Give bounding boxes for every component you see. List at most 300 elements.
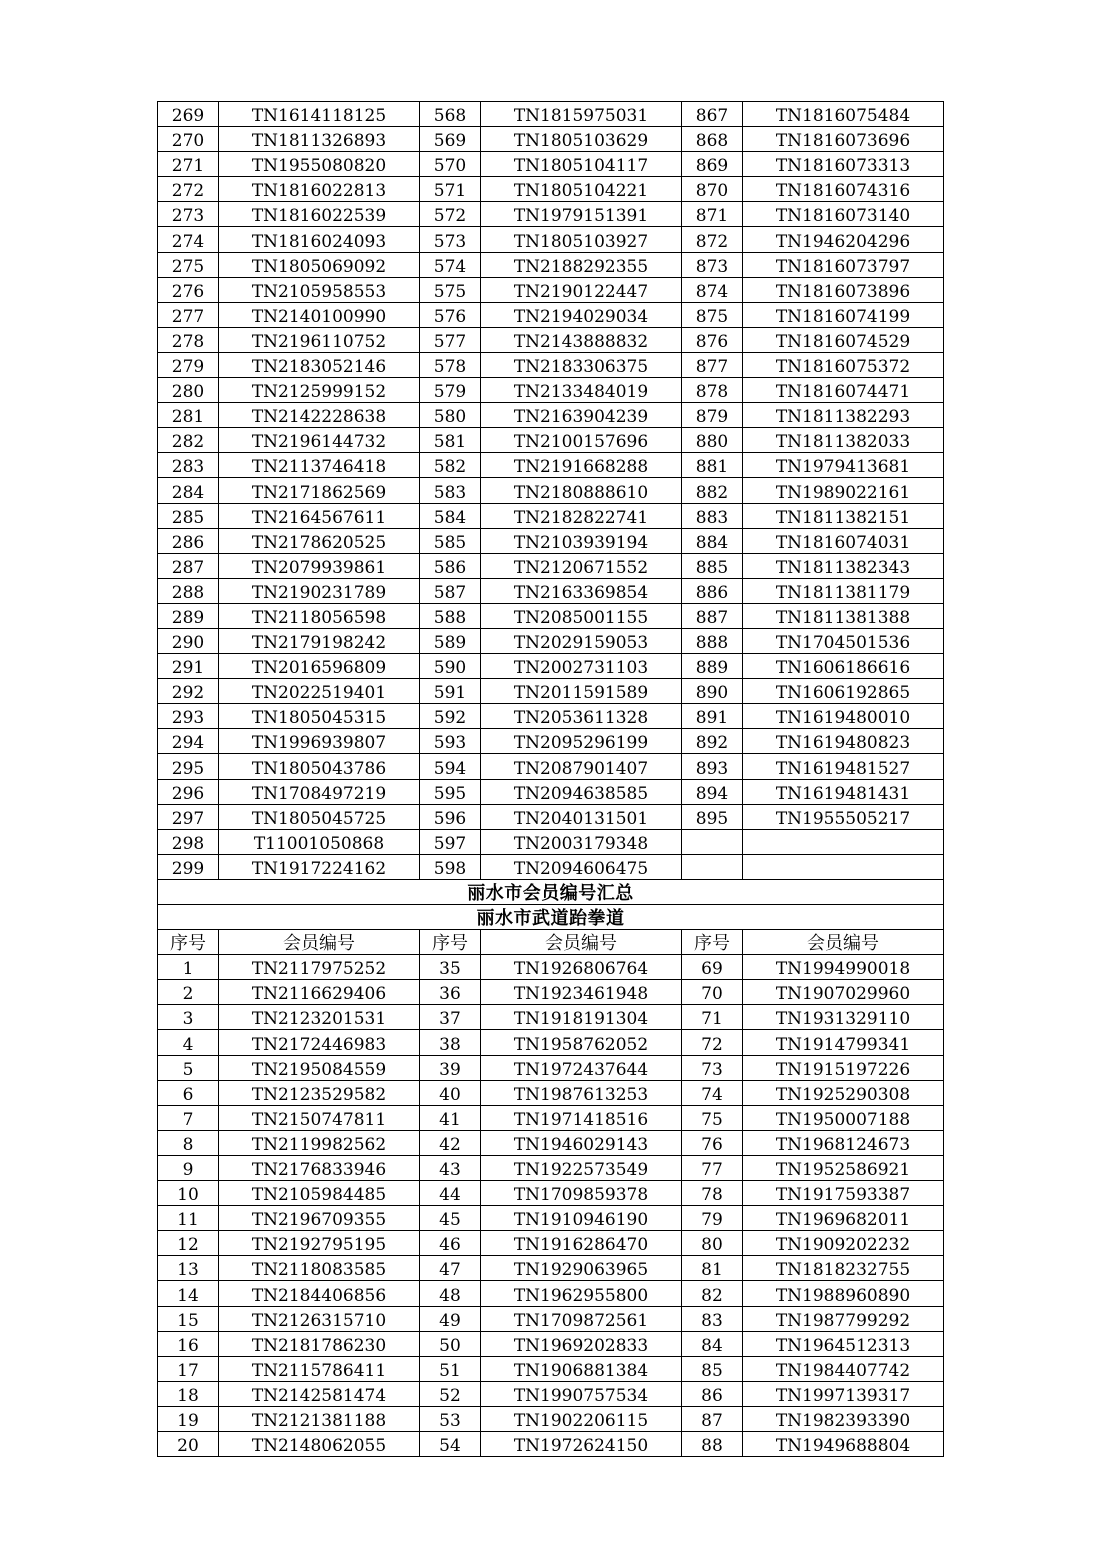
- member-number-cell: TN1816073797: [743, 252, 944, 277]
- row-index-cell: 596: [420, 804, 481, 829]
- row-index-cell: 77: [682, 1155, 743, 1180]
- member-number-cell: TN1955080820: [219, 152, 420, 177]
- row-index-cell: 881: [682, 453, 743, 478]
- member-number-cell: TN1805045315: [219, 704, 420, 729]
- row-index-cell: 883: [682, 503, 743, 528]
- row-index-cell: 88: [682, 1431, 743, 1456]
- row-index-cell: 876: [682, 327, 743, 352]
- member-number-cell: TN2181786230: [219, 1331, 420, 1356]
- member-number-cell: TN1972624150: [481, 1431, 682, 1456]
- table-row: [158, 1406, 944, 1431]
- column-header-row: [158, 930, 944, 955]
- row-index-cell: 86: [682, 1381, 743, 1406]
- table-row: [158, 1005, 944, 1030]
- row-index-cell: 568: [420, 102, 481, 127]
- row-index-cell: 585: [420, 528, 481, 553]
- member-number-cell: TN1917593387: [743, 1181, 944, 1206]
- member-number-cell: TN1984407742: [743, 1356, 944, 1381]
- member-number-cell: TN1805103927: [481, 227, 682, 252]
- row-index-cell: 44: [420, 1181, 481, 1206]
- member-number-cell: TN2117975252: [219, 955, 420, 980]
- row-index-cell: 285: [158, 503, 219, 528]
- continued-member-rows: [158, 102, 944, 880]
- member-number-cell: TN1914799341: [743, 1030, 944, 1055]
- table-row: [158, 1381, 944, 1406]
- table-row: [158, 1281, 944, 1306]
- club-title-row: [158, 905, 944, 930]
- table-row: [158, 704, 944, 729]
- member-number-cell: TN2011591589: [481, 679, 682, 704]
- row-index-cell: 284: [158, 478, 219, 503]
- member-number-cell: TN1816074316: [743, 177, 944, 202]
- table-row: [158, 578, 944, 603]
- table-row: [158, 779, 944, 804]
- member-number-cell: TN1811382151: [743, 503, 944, 528]
- row-index-cell: 593: [420, 729, 481, 754]
- table-row: [158, 553, 944, 578]
- row-index-cell: 278: [158, 327, 219, 352]
- member-number-cell: TN2196110752: [219, 327, 420, 352]
- row-index-cell: 53: [420, 1406, 481, 1431]
- section-title: 丽水市会员编号汇总: [158, 879, 944, 904]
- row-index-cell: 18: [158, 1381, 219, 1406]
- row-index-cell: 85: [682, 1356, 743, 1381]
- member-number-cell: TN1926806764: [481, 955, 682, 980]
- row-index-cell: 269: [158, 102, 219, 127]
- member-number-cell: TN1923461948: [481, 980, 682, 1005]
- row-index-cell: 875: [682, 302, 743, 327]
- member-number-cell: TN1816075372: [743, 352, 944, 377]
- row-index-cell: 70: [682, 980, 743, 1005]
- member-number-cell: TN1805104117: [481, 152, 682, 177]
- member-number-cell: TN1989022161: [743, 478, 944, 503]
- row-index-cell: 39: [420, 1055, 481, 1080]
- row-index-cell: 272: [158, 177, 219, 202]
- row-index-cell: 48: [420, 1281, 481, 1306]
- row-index-cell: 591: [420, 679, 481, 704]
- member-number-cell: TN2148062055: [219, 1431, 420, 1456]
- member-number-cell: TN1816075484: [743, 102, 944, 127]
- table-row: [158, 1206, 944, 1231]
- row-index-cell: 50: [420, 1331, 481, 1356]
- table-row: [158, 1130, 944, 1155]
- row-index-cell: 588: [420, 603, 481, 628]
- member-number-cell: TN2150747811: [219, 1105, 420, 1130]
- row-index-cell: 872: [682, 227, 743, 252]
- member-number-cell: TN1968124673: [743, 1130, 944, 1155]
- table-row: [158, 1231, 944, 1256]
- row-index-cell: 19: [158, 1406, 219, 1431]
- row-index-cell: 575: [420, 277, 481, 302]
- row-index-cell: 46: [420, 1231, 481, 1256]
- row-index-cell: 74: [682, 1080, 743, 1105]
- row-index-cell: 275: [158, 252, 219, 277]
- table-row: [158, 152, 944, 177]
- member-number-cell: TN1815975031: [481, 102, 682, 127]
- member-number-cell: TN2143888832: [481, 327, 682, 352]
- member-number-cell: TN2126315710: [219, 1306, 420, 1331]
- row-index-cell: 276: [158, 277, 219, 302]
- member-number-cell: TN1931329110: [743, 1005, 944, 1030]
- row-index-cell: 82: [682, 1281, 743, 1306]
- row-index-cell: 280: [158, 378, 219, 403]
- row-index-cell: 11: [158, 1206, 219, 1231]
- member-number-cell: TN2016596809: [219, 654, 420, 679]
- row-index-cell: 879: [682, 403, 743, 428]
- table-row: [158, 754, 944, 779]
- row-index-cell: 569: [420, 127, 481, 152]
- row-index-cell: 4: [158, 1030, 219, 1055]
- member-number-cell: TN2100157696: [481, 428, 682, 453]
- member-number-cell: TN1925290308: [743, 1080, 944, 1105]
- member-number-cell: TN1816074031: [743, 528, 944, 553]
- member-number-cell: TN2095296199: [481, 729, 682, 754]
- member-number-cell: TN1818232755: [743, 1256, 944, 1281]
- row-index-cell: 7: [158, 1105, 219, 1130]
- row-index-cell: 893: [682, 754, 743, 779]
- member-number-cell: TN2040131501: [481, 804, 682, 829]
- row-index-cell: 572: [420, 202, 481, 227]
- member-number-cell: TN2079939861: [219, 553, 420, 578]
- table-row: [158, 1331, 944, 1356]
- row-index-cell: 289: [158, 603, 219, 628]
- member-number-table: [157, 101, 944, 1457]
- row-index-cell: 49: [420, 1306, 481, 1331]
- table-row: [158, 1155, 944, 1180]
- member-number-cell: TN1962955800: [481, 1281, 682, 1306]
- member-number-cell: TN1972437644: [481, 1055, 682, 1080]
- row-index-cell: 271: [158, 152, 219, 177]
- member-number-cell: TN1816074471: [743, 378, 944, 403]
- member-number-cell: TN2190122447: [481, 277, 682, 302]
- member-number-cell: TN1816073313: [743, 152, 944, 177]
- table-row: [158, 804, 944, 829]
- table-row: [158, 980, 944, 1005]
- member-number-cell: TN1709872561: [481, 1306, 682, 1331]
- member-number-cell: TN1955505217: [743, 804, 944, 829]
- section-title-row: [158, 879, 944, 904]
- member-number-cell: TN2180888610: [481, 478, 682, 503]
- table-row: [158, 352, 944, 377]
- member-number-cell: TN2183052146: [219, 352, 420, 377]
- member-number-cell: TN2085001155: [481, 603, 682, 628]
- member-number-cell: TN2105984485: [219, 1181, 420, 1206]
- table-row: [158, 654, 944, 679]
- row-index-cell: 40: [420, 1080, 481, 1105]
- member-number-cell: TN1996939807: [219, 729, 420, 754]
- row-index-cell: 573: [420, 227, 481, 252]
- member-number-cell: TN2183306375: [481, 352, 682, 377]
- row-index-cell: 889: [682, 654, 743, 679]
- row-index-cell: 75: [682, 1105, 743, 1130]
- row-index-cell: 47: [420, 1256, 481, 1281]
- row-index-cell: 895: [682, 804, 743, 829]
- member-number-cell: TN1708497219: [219, 779, 420, 804]
- row-index-cell: 80: [682, 1231, 743, 1256]
- row-index-cell: 71: [682, 1005, 743, 1030]
- row-index-cell: 297: [158, 804, 219, 829]
- row-index-cell: 2: [158, 980, 219, 1005]
- row-index-cell: 891: [682, 704, 743, 729]
- table-row: [158, 302, 944, 327]
- member-number-cell: TN1915197226: [743, 1055, 944, 1080]
- member-number-cell: TN1805045725: [219, 804, 420, 829]
- member-number-cell: TN2120671552: [481, 553, 682, 578]
- member-number-cell: TN2002731103: [481, 654, 682, 679]
- row-index-cell: 1: [158, 955, 219, 980]
- member-number-cell: TN1917224162: [219, 854, 420, 879]
- member-number-cell: TN2105958553: [219, 277, 420, 302]
- member-number-cell: TN2176833946: [219, 1155, 420, 1180]
- row-index-cell: 597: [420, 829, 481, 854]
- row-index-cell: 571: [420, 177, 481, 202]
- member-number-cell: TN1606192865: [743, 679, 944, 704]
- row-index-cell: 73: [682, 1055, 743, 1080]
- row-index-cell: 583: [420, 478, 481, 503]
- member-number-cell: TN1805104221: [481, 177, 682, 202]
- table-row: [158, 202, 944, 227]
- table-row: [158, 327, 944, 352]
- member-number-cell: TN2115786411: [219, 1356, 420, 1381]
- table-row: [158, 252, 944, 277]
- row-index-cell: 867: [682, 102, 743, 127]
- row-index-cell: 574: [420, 252, 481, 277]
- member-number-cell: TN1619480823: [743, 729, 944, 754]
- table-row: [158, 277, 944, 302]
- table-row: [158, 679, 944, 704]
- row-index-cell: 595: [420, 779, 481, 804]
- row-index-cell: 52: [420, 1381, 481, 1406]
- member-number-cell: TN1816073896: [743, 277, 944, 302]
- row-index-cell: 291: [158, 654, 219, 679]
- member-number-cell: TN1606186616: [743, 654, 944, 679]
- row-index-cell: 577: [420, 327, 481, 352]
- row-index-cell: 17: [158, 1356, 219, 1381]
- header-index: 序号: [158, 930, 219, 955]
- member-number-cell: TN1816022813: [219, 177, 420, 202]
- member-number-cell: TN1805069092: [219, 252, 420, 277]
- table-row: [158, 854, 944, 879]
- row-index-cell: 279: [158, 352, 219, 377]
- table-row: [158, 177, 944, 202]
- row-index-cell: 84: [682, 1331, 743, 1356]
- member-number-cell: TN2142581474: [219, 1381, 420, 1406]
- row-index-cell: 36: [420, 980, 481, 1005]
- club-title: 丽水市武道跆拳道: [158, 905, 944, 930]
- header-member-number: 会员编号: [743, 930, 944, 955]
- member-number-cell: TN1816074529: [743, 327, 944, 352]
- row-index-cell: 587: [420, 578, 481, 603]
- table-row: [158, 528, 944, 553]
- member-number-cell: TN2022519401: [219, 679, 420, 704]
- member-number-cell: TN1987799292: [743, 1306, 944, 1331]
- row-index-cell: 294: [158, 729, 219, 754]
- row-index-cell: 580: [420, 403, 481, 428]
- row-index-cell: 69: [682, 955, 743, 980]
- table-row: [158, 1080, 944, 1105]
- row-index-cell: 14: [158, 1281, 219, 1306]
- member-number-cell: [743, 829, 944, 854]
- row-index-cell: 41: [420, 1105, 481, 1130]
- table-row: [158, 453, 944, 478]
- member-number-cell: TN1969682011: [743, 1206, 944, 1231]
- row-index-cell: 12: [158, 1231, 219, 1256]
- member-number-cell: TN1950007188: [743, 1105, 944, 1130]
- table-row: [158, 1256, 944, 1281]
- row-index-cell: 81: [682, 1256, 743, 1281]
- row-index-cell: 870: [682, 177, 743, 202]
- row-index-cell: 293: [158, 704, 219, 729]
- row-index-cell: 79: [682, 1206, 743, 1231]
- member-number-cell: TN1987613253: [481, 1080, 682, 1105]
- member-number-cell: TN1979413681: [743, 453, 944, 478]
- member-number-cell: TN1816073140: [743, 202, 944, 227]
- row-index-cell: 76: [682, 1130, 743, 1155]
- row-index-cell: 592: [420, 704, 481, 729]
- row-index-cell: 274: [158, 227, 219, 252]
- row-index-cell: 9: [158, 1155, 219, 1180]
- row-index-cell: 72: [682, 1030, 743, 1055]
- row-index-cell: 885: [682, 553, 743, 578]
- member-number-cell: TN1946204296: [743, 227, 944, 252]
- member-number-cell: TN1958762052: [481, 1030, 682, 1055]
- member-number-cell: T11001050868: [219, 829, 420, 854]
- member-number-cell: TN2196144732: [219, 428, 420, 453]
- member-number-cell: TN1979151391: [481, 202, 682, 227]
- member-number-cell: TN2194029034: [481, 302, 682, 327]
- row-index-cell: 8: [158, 1130, 219, 1155]
- summary-section: [158, 879, 944, 954]
- member-number-cell: TN2172446983: [219, 1030, 420, 1055]
- member-number-cell: TN2133484019: [481, 378, 682, 403]
- row-index-cell: 582: [420, 453, 481, 478]
- member-number-cell: TN1906881384: [481, 1356, 682, 1381]
- table-row: [158, 628, 944, 653]
- member-number-cell: TN2029159053: [481, 628, 682, 653]
- member-number-cell: TN1816074199: [743, 302, 944, 327]
- row-index-cell: 15: [158, 1306, 219, 1331]
- row-index-cell: 290: [158, 628, 219, 653]
- member-number-cell: TN2171862569: [219, 478, 420, 503]
- member-number-cell: TN1902206115: [481, 1406, 682, 1431]
- table-row: [158, 478, 944, 503]
- member-number-cell: TN2118056598: [219, 603, 420, 628]
- row-index-cell: 292: [158, 679, 219, 704]
- header-index: 序号: [682, 930, 743, 955]
- member-number-cell: TN1988960890: [743, 1281, 944, 1306]
- member-number-cell: TN1805043786: [219, 754, 420, 779]
- row-index-cell: 594: [420, 754, 481, 779]
- row-index-cell: 296: [158, 779, 219, 804]
- member-number-cell: TN2192795195: [219, 1231, 420, 1256]
- member-number-cell: TN1811326893: [219, 127, 420, 152]
- row-index-cell: 570: [420, 152, 481, 177]
- member-number-cell: TN1916286470: [481, 1231, 682, 1256]
- member-number-cell: TN2163369854: [481, 578, 682, 603]
- table-row: [158, 1105, 944, 1130]
- row-index-cell: 874: [682, 277, 743, 302]
- row-index-cell: 288: [158, 578, 219, 603]
- row-index-cell: 283: [158, 453, 219, 478]
- member-number-cell: TN2178620525: [219, 528, 420, 553]
- row-index-cell: 590: [420, 654, 481, 679]
- member-number-cell: TN2190231789: [219, 578, 420, 603]
- row-index-cell: 286: [158, 528, 219, 553]
- row-index-cell: 894: [682, 779, 743, 804]
- row-index-cell: 51: [420, 1356, 481, 1381]
- member-number-cell: TN1969202833: [481, 1331, 682, 1356]
- member-number-cell: TN1918191304: [481, 1005, 682, 1030]
- table-row: [158, 1306, 944, 1331]
- member-number-cell: TN2191668288: [481, 453, 682, 478]
- member-number-cell: TN2103939194: [481, 528, 682, 553]
- table-row: [158, 1055, 944, 1080]
- member-number-cell: TN1619481527: [743, 754, 944, 779]
- member-number-cell: TN1614118125: [219, 102, 420, 127]
- member-number-cell: TN1811381388: [743, 603, 944, 628]
- member-number-cell: TN1704501536: [743, 628, 944, 653]
- club-member-rows: [158, 955, 944, 1457]
- member-number-cell: TN2119982562: [219, 1130, 420, 1155]
- member-number-cell: TN1811381179: [743, 578, 944, 603]
- row-index-cell: 868: [682, 127, 743, 152]
- member-number-cell: TN1982393390: [743, 1406, 944, 1431]
- row-index-cell: 581: [420, 428, 481, 453]
- row-index-cell: 584: [420, 503, 481, 528]
- member-number-cell: TN2125999152: [219, 378, 420, 403]
- row-index-cell: 890: [682, 679, 743, 704]
- member-number-cell: TN2182822741: [481, 503, 682, 528]
- member-number-cell: TN1811382033: [743, 428, 944, 453]
- member-number-cell: [743, 854, 944, 879]
- member-number-cell: TN1909202232: [743, 1231, 944, 1256]
- member-number-cell: TN1816073696: [743, 127, 944, 152]
- row-index-cell: 37: [420, 1005, 481, 1030]
- member-number-cell: TN2116629406: [219, 980, 420, 1005]
- member-number-cell: TN2163904239: [481, 403, 682, 428]
- row-index-cell: 42: [420, 1130, 481, 1155]
- table-row: [158, 1356, 944, 1381]
- member-number-cell: TN1619480010: [743, 704, 944, 729]
- member-number-cell: TN2118083585: [219, 1256, 420, 1281]
- table-row: [158, 603, 944, 628]
- member-number-cell: TN2121381188: [219, 1406, 420, 1431]
- member-number-cell: TN2003179348: [481, 829, 682, 854]
- row-index-cell: 873: [682, 252, 743, 277]
- member-number-cell: TN1997139317: [743, 1381, 944, 1406]
- row-index-cell: 871: [682, 202, 743, 227]
- row-index-cell: 54: [420, 1431, 481, 1456]
- row-index-cell: 887: [682, 603, 743, 628]
- member-number-cell: TN2087901407: [481, 754, 682, 779]
- member-number-cell: TN1910946190: [481, 1206, 682, 1231]
- table-row: [158, 102, 944, 127]
- table-row: [158, 1030, 944, 1055]
- row-index-cell: 869: [682, 152, 743, 177]
- member-number-cell: TN2140100990: [219, 302, 420, 327]
- member-number-cell: TN2123529582: [219, 1080, 420, 1105]
- member-number-cell: TN1811382343: [743, 553, 944, 578]
- member-number-cell: TN1949688804: [743, 1431, 944, 1456]
- row-index-cell: 880: [682, 428, 743, 453]
- row-index-cell: 287: [158, 553, 219, 578]
- table-row: [158, 428, 944, 453]
- row-index-cell: 277: [158, 302, 219, 327]
- table-row: [158, 403, 944, 428]
- row-index-cell: 43: [420, 1155, 481, 1180]
- member-number-cell: TN2142228638: [219, 403, 420, 428]
- row-index-cell: 299: [158, 854, 219, 879]
